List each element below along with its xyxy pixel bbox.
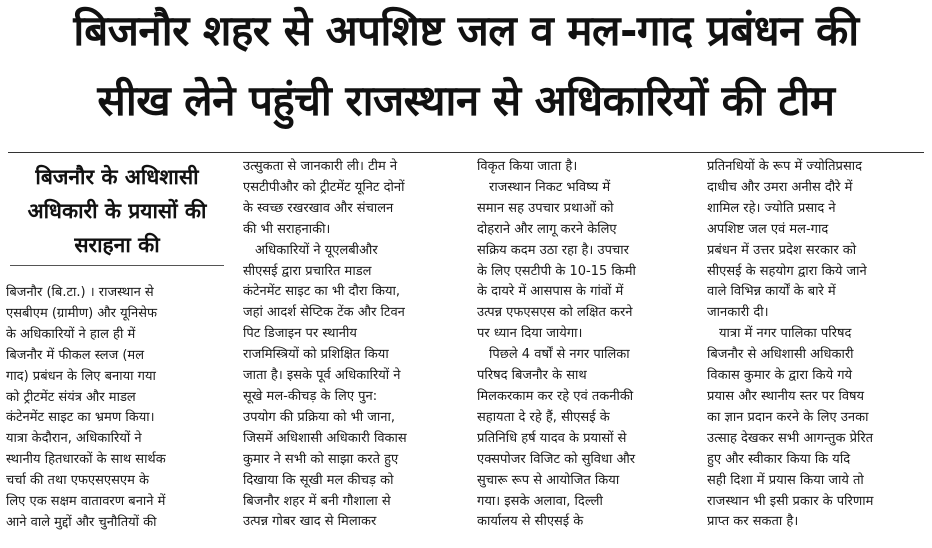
article-line: बिजनौर से अधिशासी अधिकारी [707,347,854,363]
article-line: सीएसई द्वारा प्रचारित माडल [243,263,372,279]
headline-divider [8,152,924,153]
article-line: आने वाले मुद्दों और चुनौतियों की [6,514,157,530]
article-line: राजस्थान भी इसी प्रकार के परिणाम [707,493,874,509]
subheading-box [4,160,230,270]
article-line: उत्पन्न गोबर खाद से मिलाकर [243,514,377,530]
article-column-2 [243,157,465,533]
article-line: लिए एक सक्षम वातावरण बनाने में [6,494,166,510]
article-column-1 [6,283,228,534]
article-column-3 [477,157,695,533]
article-line: के अधिकारियों ने हाल ही में [6,326,136,342]
article-line: राजस्थान निकट भविष्य में [489,179,611,195]
article-line: एक्सपोजर विजिट को सुविधा और [477,451,636,467]
article-line: उत्सुकता से जानकारी ली। टीम ने [243,159,398,174]
article-line: की भी सराहनाकी। [243,221,331,237]
subheading-divider [10,265,224,266]
article-line: जहां आदर्श सेप्टिक टेंक और टिवन [243,305,405,321]
article-line: राजमिस्त्रियों को प्रशिक्षित किया [243,347,389,363]
article-line: उत्पन्न एफएसएस को लक्षित करने [477,305,633,321]
article-line: एसटीपीऔर को ट्रीटमेंट यूनिट दोनों [243,179,405,195]
article-line: विकृत किया जाता है। [477,159,578,174]
article-line: अपशिष्ट जल एवं मल-गाद [707,221,829,237]
article-line: सक्रिय कदम उठा रहा है। उपचार [477,242,629,258]
article-line: यात्रा में नगर पालिका परिषद [719,326,852,342]
article-line: अधिकारियों ने यूएलबीऔर [255,242,378,258]
article-line: यात्रा केदौरान, अधिकारियों ने [6,431,142,447]
article-line: सीएसई के सहयोग द्वारा किये जाने [707,263,867,279]
article-line: कंटेनमेंट साइट का भ्रमण किया। [6,410,155,426]
article-line: स्थानीय हितधारकों के साथ सार्थक [6,452,166,468]
article-line: दाधीच और उमरा अनीस दौरे में [707,179,853,195]
subheading-line: अधिकारी के प्रयासों की [27,199,207,223]
article-line: दोहराने और लागू करने केलिए [477,221,617,237]
headline-line-1: बिजनौर शहर से अपशिष्ट जल व मल-गाद प्रबंधन की [73,6,859,55]
article-line: बिजनौर में फीकल स्लज (मल [6,347,145,363]
article-line: पिट डिजाइन पर स्थानीय [243,326,357,342]
article-line: जानकारी दी। [707,305,769,321]
article-line: सहायता दे रहे हैं, सीएसई के [477,409,610,425]
article-line: कंटेनमेंट साइट का भी दौरा किया, [243,284,401,300]
article-line: उत्साह देखकर सभी आगन्तुक प्रेरित [707,430,874,446]
article-line: गाद) प्रबंधन के लिए बनाया गया [6,368,156,384]
article-line: जिसमें अधिशासी अधिकारी विकास [243,430,407,446]
article-line: प्रतिनधियों के रूप में ज्योतिप्रसाद [707,159,863,174]
article-line: जाता है। इसके पूर्व अधिकारियों ने [243,368,401,384]
article-line: गया। इसके अलावा, दिल्ली [477,493,603,509]
article-line: के दायरे में आसपास के गांवों में [477,284,624,300]
subheading-line: सराहना की [74,233,160,257]
article-line: को ट्रीटमेंट संयंत्र और माडल [6,389,136,405]
article-line: सही दिशा में प्रयास किया जाये तो [707,472,864,488]
article-line: परिषद बिजनौर के साथ [477,368,587,384]
article-line: बिजनौर (बि.टा.) । राजस्थान से [6,285,154,300]
article-line: सुचारू रूप से आयोजित किया [477,472,620,488]
article-line: हुए और स्वीकार किया कि यदि [707,451,851,467]
article-line: दिखाया कि सूखी मल कीचड़ को [243,472,394,488]
article-line: के लिए एसटीपी के 10-15 किमी [477,263,636,279]
subheading-line: बिजनौर के अधिशासी [35,165,199,189]
article-line: शामिल रहे। ज्योति प्रसाद ने [707,200,836,216]
article-line: सूखे मल-कीचड़ के लिए पुन: [243,388,378,404]
article-line: प्रतिनिधि हर्ष यादव के प्रयासों से [477,430,627,446]
article-line: मिलकरकाम कर रहे एवं तकनीकी [477,388,634,404]
article-line: के स्वच्छ रखरखाव और संचालन [243,200,394,216]
article-line: प्राप्त कर सकता है। [707,514,799,530]
article-line: विकास कुमार के द्वारा किये गये [707,368,853,384]
article-line: प्रबंधन में उत्तर प्रदेश सरकार को [707,242,857,258]
article-line: कुमार ने सभी को साझा करते हुए [243,451,399,467]
article-line: कार्यालय से सीएसई के [477,514,584,530]
article-line: वाले विभिन्न कार्यों के बारे में [707,284,836,300]
article-line: प्रयास और स्थानीय स्तर पर विषय [707,388,865,404]
article-column-4 [707,157,929,533]
article-line: उपयोग की प्रक्रिया को भी जाना, [243,409,395,425]
article-line: समान सह उपचार प्रथाओं को [477,200,614,216]
article-line: बिजनौर शहर में बनी गौशाला से [243,493,391,509]
article-line: एसबीएम (ग्रामीण) और यूनिसेफ [6,305,158,321]
article-line: पिछले 4 वर्षों से नगर पालिका [489,347,630,363]
article-line: का ज्ञान प्रदान करने के लिए उनका [707,409,869,425]
headline-line-2: सीख लेने पहुंची राजस्थान से अधिकारियों की टीम [97,76,835,125]
article-line: चर्चा की तथा एफएसएसएम के [6,473,149,489]
article-line: पर ध्यान दिया जायेगा। [477,326,583,342]
